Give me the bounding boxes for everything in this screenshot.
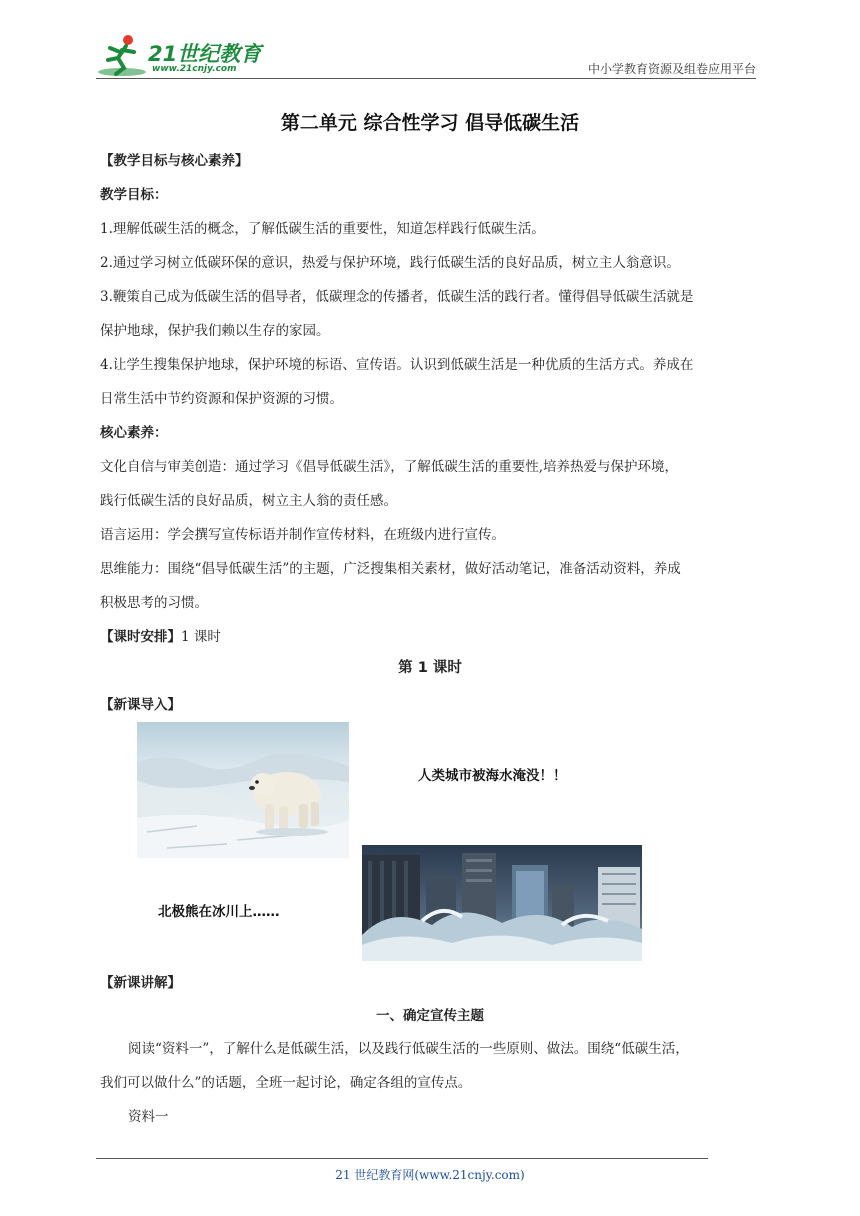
core-2: 语言运用：学会撰写宣传标语并制作宣传材料，在班级内进行宣传。 xyxy=(100,527,505,543)
caption-city-flooded: 人类城市被海水淹没！！ xyxy=(418,768,567,784)
schedule-value: 1 课时 xyxy=(181,629,221,645)
runner-logo-icon xyxy=(96,32,148,78)
header-divider xyxy=(96,78,756,79)
flooded-city-image xyxy=(362,845,642,961)
explain-heading: 【新课讲解】 xyxy=(100,975,181,991)
lesson-title: 第 1 课时 xyxy=(398,660,462,676)
core-3-line-1: 思维能力：围绕“倡导低碳生活”的主题，广泛搜集相关素材，做好活动笔记，准备活动资料，养成 xyxy=(100,561,681,577)
goal-3-line-2: 保护地球，保护我们赖以生存的家园。 xyxy=(100,323,330,339)
goal-4-line-1: 4.让学生搜集保护地球，保护环境的标语、宣传语。认识到低碳生活是一种优质的生活方式。养成在 xyxy=(100,357,694,373)
goals-heading: 【教学目标与核心素养】 xyxy=(100,153,249,169)
goal-2: 2.通过学习树立低碳环保的意识，热爱与保护环境，践行低碳生活的良好品质，树立主人翁意识。 xyxy=(100,255,680,271)
reading-line-1: 阅读“资料一”，了解什么是低碳生活，以及践行低碳生活的一些原则、做法。围绕“低碳生活， xyxy=(128,1041,689,1057)
platform-name: 中小学教育资源及组卷应用平台 xyxy=(587,62,756,76)
footer-text: 21 世纪教育网(www.21cnjy.com) xyxy=(335,1168,525,1182)
schedule-label: 【课时安排】 xyxy=(100,629,181,645)
logo-url: www.21cnjy.com xyxy=(152,64,237,74)
core-literacy-label: 核心素养： xyxy=(100,425,168,441)
goal-3-line-1: 3.鞭策自己成为低碳生活的倡导者，低碳理念的传播者，低碳生活的践行者。懂得倡导低碳生活就是 xyxy=(100,289,694,305)
core-1-line-2: 践行低碳生活的良好品质，树立主人翁的责任感。 xyxy=(100,493,397,509)
goal-4-line-2: 日常生活中节约资源和保护资源的习惯。 xyxy=(100,391,343,407)
reading-line-2: 我们可以做什么”的话题，全班一起讨论，确定各组的宣传点。 xyxy=(100,1075,472,1091)
material-1-label: 资料一 xyxy=(128,1109,169,1125)
document-title: 第二单元 综合性学习 倡导低碳生活 xyxy=(280,112,580,134)
logo-text: 21世纪教育 xyxy=(148,42,262,66)
goal-1: 1.理解低碳生活的概念，了解低碳生活的重要性，知道怎样践行低碳生活。 xyxy=(100,221,545,237)
teaching-goals-label: 教学目标： xyxy=(100,187,168,203)
topic-heading: 一、确定宣传主题 xyxy=(376,1008,484,1024)
intro-heading: 【新课导入】 xyxy=(100,697,181,713)
schedule-line xyxy=(100,620,762,654)
core-3-line-2: 积极思考的习惯。 xyxy=(100,595,208,611)
footer-divider xyxy=(96,1158,708,1159)
site-logo xyxy=(96,32,266,78)
polar-bear-image xyxy=(137,722,349,858)
caption-polar-bear: 北极熊在冰川上…… xyxy=(158,904,280,920)
core-1-line-1: 文化自信与审美创造：通过学习《倡导低碳生活》，了解低碳生活的重要性,培养热爱与保护环境， xyxy=(100,459,679,475)
